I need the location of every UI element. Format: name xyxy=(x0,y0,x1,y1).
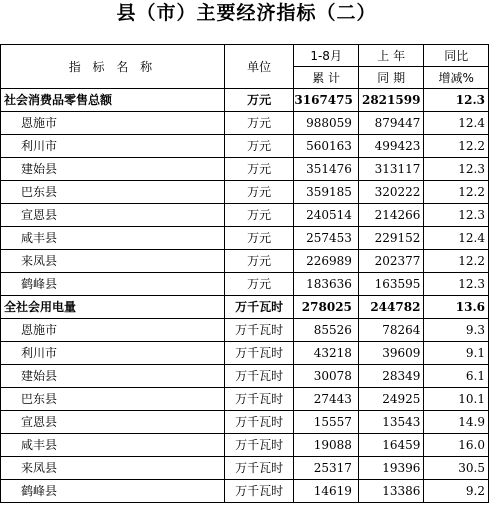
change-percent: 9.2 xyxy=(424,480,489,503)
indicators-table xyxy=(0,26,489,503)
unit: 万元 xyxy=(224,158,294,181)
header-row-top xyxy=(1,45,489,67)
unit: 万千瓦时 xyxy=(224,296,294,319)
previous-value: 313117 xyxy=(358,158,424,181)
indicator-name: 鹤峰县 xyxy=(1,273,225,296)
indicator-name: 恩施市 xyxy=(1,319,225,342)
table-row xyxy=(1,388,489,411)
unit: 万千瓦时 xyxy=(224,388,294,411)
previous-value: 19396 xyxy=(358,457,424,480)
indicator-name: 利川市 xyxy=(1,135,225,158)
unit: 万元 xyxy=(224,273,294,296)
previous-value: 39609 xyxy=(358,342,424,365)
indicator-name: 咸丰县 xyxy=(1,227,225,250)
unit: 万千瓦时 xyxy=(224,319,294,342)
change-percent: 16.0 xyxy=(424,434,489,457)
change-percent: 12.3 xyxy=(424,158,489,181)
unit: 万元 xyxy=(224,89,294,112)
header-previous-top: 上 年 xyxy=(358,45,424,67)
unit: 万千瓦时 xyxy=(224,342,294,365)
unit: 万千瓦时 xyxy=(224,457,294,480)
change-percent: 12.2 xyxy=(424,181,489,204)
indicator-name: 全社会用电量 xyxy=(1,296,225,319)
unit: 万元 xyxy=(224,227,294,250)
header-unit: 单位 xyxy=(224,45,294,89)
change-percent: 12.3 xyxy=(424,273,489,296)
table-row xyxy=(1,158,489,181)
indicator-name: 鹤峰县 xyxy=(1,480,225,503)
change-percent: 10.1 xyxy=(424,388,489,411)
title-gap-row xyxy=(1,26,489,45)
previous-value: 244782 xyxy=(358,296,424,319)
change-percent: 12.3 xyxy=(424,204,489,227)
table-row xyxy=(1,181,489,204)
indicator-name: 来凤县 xyxy=(1,457,225,480)
previous-value: 28349 xyxy=(358,365,424,388)
previous-value: 202377 xyxy=(358,250,424,273)
indicator-name: 建始县 xyxy=(1,158,225,181)
previous-value: 229152 xyxy=(358,227,424,250)
previous-value: 24925 xyxy=(358,388,424,411)
previous-value: 78264 xyxy=(358,319,424,342)
change-percent: 12.3 xyxy=(424,89,489,112)
previous-value: 499423 xyxy=(358,135,424,158)
previous-value: 13386 xyxy=(358,480,424,503)
header-change-top: 同比 xyxy=(424,45,489,67)
table-row-total xyxy=(1,89,489,112)
change-percent: 6.1 xyxy=(424,365,489,388)
unit: 万千瓦时 xyxy=(224,434,294,457)
current-value: 85526 xyxy=(294,319,359,342)
table-row-total xyxy=(1,296,489,319)
table-row xyxy=(1,204,489,227)
indicator-name: 巴东县 xyxy=(1,388,225,411)
indicator-name: 宣恩县 xyxy=(1,204,225,227)
header-change-bottom: 增减% xyxy=(424,67,489,89)
current-value: 27443 xyxy=(294,388,359,411)
previous-value: 214266 xyxy=(358,204,424,227)
table-row xyxy=(1,273,489,296)
unit: 万千瓦时 xyxy=(224,411,294,434)
change-percent: 12.4 xyxy=(424,112,489,135)
change-percent: 12.2 xyxy=(424,250,489,273)
current-value: 43218 xyxy=(294,342,359,365)
change-percent: 13.6 xyxy=(424,296,489,319)
current-value: 19088 xyxy=(294,434,359,457)
table-row xyxy=(1,411,489,434)
table-row xyxy=(1,250,489,273)
indicator-name: 巴东县 xyxy=(1,181,225,204)
table-row xyxy=(1,480,489,503)
change-percent: 9.1 xyxy=(424,342,489,365)
previous-value: 13543 xyxy=(358,411,424,434)
unit: 万元 xyxy=(224,112,294,135)
current-value: 351476 xyxy=(294,158,359,181)
indicator-name: 社会消费品零售总额 xyxy=(1,89,225,112)
indicator-name: 咸丰县 xyxy=(1,434,225,457)
previous-value: 163595 xyxy=(358,273,424,296)
current-value: 240514 xyxy=(294,204,359,227)
current-value: 183636 xyxy=(294,273,359,296)
unit: 万元 xyxy=(224,204,294,227)
current-value: 15557 xyxy=(294,411,359,434)
table-row xyxy=(1,457,489,480)
indicator-name: 恩施市 xyxy=(1,112,225,135)
current-value: 560163 xyxy=(294,135,359,158)
previous-value: 320222 xyxy=(358,181,424,204)
table-row xyxy=(1,227,489,250)
unit: 万元 xyxy=(224,135,294,158)
change-percent: 12.2 xyxy=(424,135,489,158)
indicator-name: 宣恩县 xyxy=(1,411,225,434)
current-value: 257453 xyxy=(294,227,359,250)
table-row xyxy=(1,365,489,388)
current-value: 988059 xyxy=(294,112,359,135)
table-row xyxy=(1,112,489,135)
table-row xyxy=(1,135,489,158)
unit: 万元 xyxy=(224,250,294,273)
current-value: 278025 xyxy=(294,296,359,319)
current-value: 359185 xyxy=(294,181,359,204)
change-percent: 9.3 xyxy=(424,319,489,342)
previous-value: 2821599 xyxy=(358,89,424,112)
table-row xyxy=(1,434,489,457)
indicator-name: 来凤县 xyxy=(1,250,225,273)
current-value: 226989 xyxy=(294,250,359,273)
table-row xyxy=(1,342,489,365)
unit: 万千瓦时 xyxy=(224,365,294,388)
header-previous-bottom: 同 期 xyxy=(358,67,424,89)
current-value: 30078 xyxy=(294,365,359,388)
change-percent: 30.5 xyxy=(424,457,489,480)
change-percent: 14.9 xyxy=(424,411,489,434)
page-title: 县（市）主要经济指标（二） xyxy=(116,2,377,24)
header-current-bottom: 累 计 xyxy=(294,67,359,89)
current-value: 3167475 xyxy=(294,89,359,112)
header-current-top: 1-8月 xyxy=(294,45,359,67)
change-percent: 12.4 xyxy=(424,227,489,250)
current-value: 14619 xyxy=(294,480,359,503)
unit: 万元 xyxy=(224,181,294,204)
indicator-name: 建始县 xyxy=(1,365,225,388)
unit: 万千瓦时 xyxy=(224,480,294,503)
previous-value: 879447 xyxy=(358,112,424,135)
current-value: 25317 xyxy=(294,457,359,480)
previous-value: 16459 xyxy=(358,434,424,457)
header-indicator-name: 指 标 名 称 xyxy=(1,45,225,89)
indicator-name: 利川市 xyxy=(1,342,225,365)
table-row xyxy=(1,319,489,342)
